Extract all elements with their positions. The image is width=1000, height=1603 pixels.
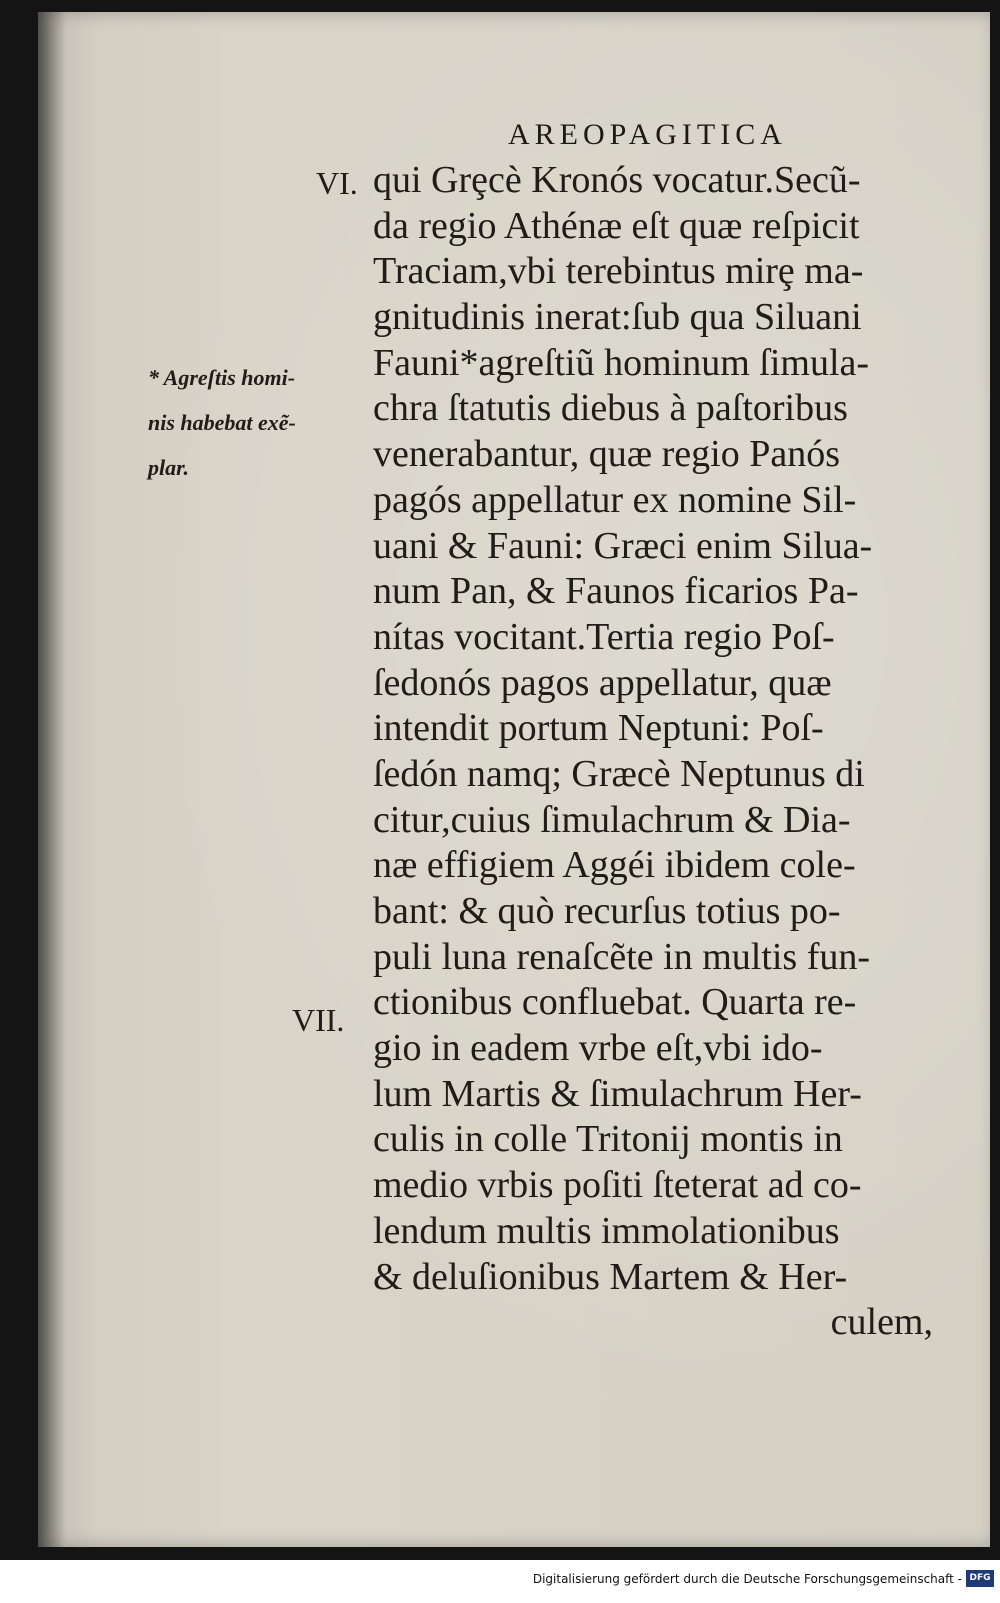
body-text	[373, 158, 933, 1346]
text-line: ſedón namq; Græcè Neptunus di	[373, 752, 865, 795]
text-line: da regio Athénæ eſt quæ reſpicit	[373, 204, 860, 247]
marginal-note-line: plar.	[148, 455, 189, 480]
text-line: & deluſionibus Martem & Her-	[373, 1255, 848, 1298]
text-line: Fauni*agreſtiũ hominum ſimula-	[373, 341, 870, 384]
text-line: næ effigiem Aggéi ibidem cole-	[373, 844, 856, 887]
section-mark-vii: VII.	[292, 1002, 345, 1038]
marginal-note	[148, 355, 378, 490]
text-line: uani & Fauni: Græci enim Silua-	[373, 524, 873, 567]
text-line: chra ſtatutis diebus à paſtoribus	[373, 387, 848, 430]
text-line: nítas vocitant.Tertia regio Poſ-	[373, 615, 835, 658]
text-line: lum Martis & ſimulachrum Her-	[373, 1072, 862, 1115]
marginal-note-line: * Agreſtis homi-	[148, 365, 296, 390]
footer-bar	[0, 1560, 1000, 1603]
text-line: ſedonós pagos appellatur, quæ	[373, 661, 832, 704]
text-line: culem,	[830, 1301, 933, 1344]
text-line: pagós appellatur ex nomine Sil-	[373, 478, 857, 521]
text-line: gio in eadem vrbe eſt,vbi ido-	[373, 1027, 823, 1070]
text-line: gnitudinis inerat:ſub qua Siluani	[373, 296, 862, 339]
text-line: lendum multis immolationibus	[373, 1209, 840, 1252]
marginal-note-line: nis habebat exẽ-	[148, 410, 296, 435]
text-line: Traciam,vbi terebintus mirȩ ma-	[373, 250, 864, 293]
text-line: culis in colle Tritonij montis in	[373, 1118, 843, 1161]
dfg-logo-icon: DFG	[966, 1570, 994, 1587]
binding-shadow	[38, 12, 66, 1547]
text-line: num Pan, & Faunos ficarios Pa-	[373, 570, 859, 613]
section-mark-vi: VI.	[316, 165, 358, 201]
text-line: puli luna renaſcẽte in multis fun-	[373, 935, 871, 978]
text-line: intendit portum Neptuni: Poſ-	[373, 707, 824, 750]
text-line: ctionibus confluebat. Quarta re-	[373, 981, 857, 1024]
text-line: bant: & quò recurſus totius po-	[373, 890, 841, 932]
running-head: AREOPAGITICA	[508, 118, 787, 151]
text-line: venerabantur, quæ regio Panós	[373, 433, 841, 476]
funding-notice: Digitalisierung gefördert durch die Deutsche Forschungsgemeinschaft -	[532, 1572, 962, 1586]
text-line: medio vrbis poſiti ſteterat ad co-	[373, 1164, 862, 1207]
text-line: qui Grȩcè Kronós vocatur.Secũ-	[373, 159, 861, 201]
text-line: citur,cuius ſimulachrum & Dia-	[373, 798, 851, 841]
